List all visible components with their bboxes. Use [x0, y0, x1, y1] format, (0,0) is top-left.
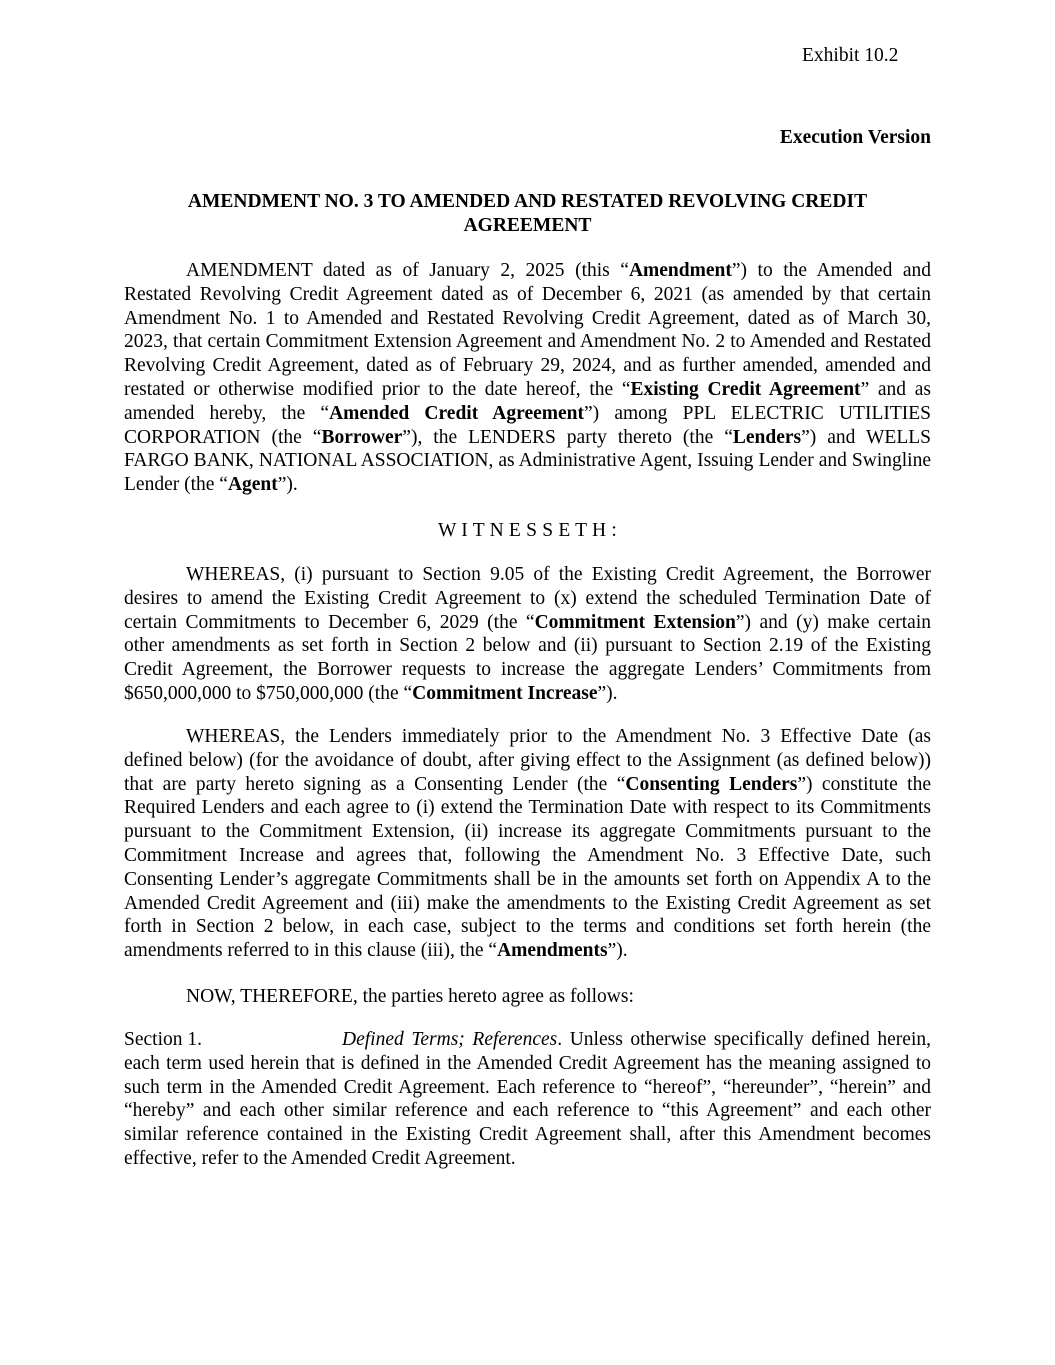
intro-text-3: ” and as amended hereby, the “	[124, 378, 931, 424]
intro-text-2: ”) to the Amended and Restated Revolving Credit Agreement dated as of December 6, 2021 (as amended by that certain Amendment No. 1 to Amended and Restated Revolving Credit Agreement, dated as of March 30, 2023, that certain Commitment Extension Agreement and Amendment No. 2 to Amended and Restated Revolving Credit Agreement, dated as of February 29, 2024, and as further amended, amended and restated or otherwise modified prior to the date hereof, the “	[124, 260, 932, 400]
defined-term-consenting-lenders: Consenting Lenders	[625, 773, 798, 795]
whereas2-text-1: WHEREAS, the Lenders immediately prior to the Amendment No. 3 Effective Date (as defined below) (for the avoidance of doubt, after giving effect to the Assignment (as defined below)) that are party hereto signing as a Consenting Lender (the “	[124, 726, 931, 795]
whereas2-text-2: ”) constitute the Required Lenders and each agree to (i) extend the Termination Date with respect to its Commitments pursuant to the Commitment Extension, (ii) increase its aggregate Commitments pursuant to the Commitment Increase and agrees that, following the Amendment No. 3 Effective Date, such Consenting Lender’s aggregate Commitments shall be in the amounts set forth on Appendix A to the Amended Credit Agreement and (iii) make the amendments to the Existing Credit Agreement as set forth in Section 2 below, in each case, subject to the terms and conditions set forth herein (the amendments referred to in this clause (iii), the “	[124, 773, 931, 962]
whereas2-text-3: ”).	[607, 940, 628, 962]
exhibit-number: Exhibit 10.2	[802, 45, 899, 66]
whereas1-text-1: WHEREAS, (i) pursuant to Section 9.05 of the Existing Credit Agreement, the Borrower desires to amend the Existing Credit Agreement to (x) extend the scheduled Termination Date of certain Commitments to December 6, 2029 (the “	[124, 564, 931, 633]
defined-term-amended-credit-agreement: Amended Credit Agreement	[329, 402, 584, 424]
intro-paragraph	[124, 259, 931, 497]
execution-version-label: Execution Version	[779, 127, 931, 148]
section-1-label: Section 1.	[124, 1029, 202, 1050]
defined-term-amendment: Amendment	[628, 260, 732, 281]
now-therefore-paragraph: NOW, THEREFORE, the parties hereto agree as follows:	[186, 986, 634, 1007]
defined-term-commitment-extension: Commitment Extension	[534, 611, 736, 633]
defined-term-lenders: Lenders	[732, 426, 802, 448]
whereas-paragraph-2	[124, 725, 931, 963]
whereas-paragraph-1	[124, 563, 931, 706]
section-1-text: . Unless otherwise specifically defined herein, each term used herein that is defined in the Amended Credit Agreement has the meaning assigned to such term in the Amended Credit Agreement. Each reference to “hereof”, “hereunder”, “herein” and “hereby” and each other similar reference and each reference to “this Agreement” and each other similar reference contained in the Existing Credit Agreement shall, after this Amendment becomes effective, refer to the Amended Credit Agreement.	[124, 1029, 932, 1169]
document-title: AMENDMENT NO. 3 TO AMENDED AND RESTATED REVOLVING CREDIT AGREEMENT	[187, 191, 868, 236]
intro-text-7: ”).	[277, 474, 298, 496]
defined-term-amendments: Amendments	[497, 940, 608, 962]
witnesseth-heading: W I T N E S S E T H :	[437, 520, 617, 541]
section-1-heading: Defined Terms; References	[342, 1029, 558, 1050]
defined-term-commitment-increase: Commitment Increase	[412, 682, 598, 704]
defined-term-borrower: Borrower	[321, 426, 403, 448]
intro-text-6: ”) and WELLS FARGO BANK, NATIONAL ASSOCIATION, as Administrative Agent, Issuing Lender and Swingline Lender (the “	[124, 426, 931, 496]
intro-text-5: ”), the LENDERS party thereto (the “	[402, 426, 733, 448]
whereas1-text-3: ”).	[597, 682, 618, 704]
defined-term-agent: Agent	[227, 474, 278, 496]
intro-text-4: ”) among PPL ELECTRIC UTILITIES CORPORATION (the “	[124, 402, 932, 448]
intro-text-1: AMENDMENT dated as of January 2, 2025 (this “	[186, 260, 629, 281]
defined-term-existing-credit-agreement: Existing Credit Agreement	[630, 378, 861, 400]
section-1-paragraph	[124, 1028, 931, 1171]
whereas1-text-2: ”) and (y) make certain other amendments as set forth in Section 2 below and (ii) pursuant to Section 2.19 of the Existing Credit Agreement, the Borrower requests to increase the aggregate Lenders’ Commitments from $650,000,000 to $750,000,000 (the “	[124, 611, 931, 704]
